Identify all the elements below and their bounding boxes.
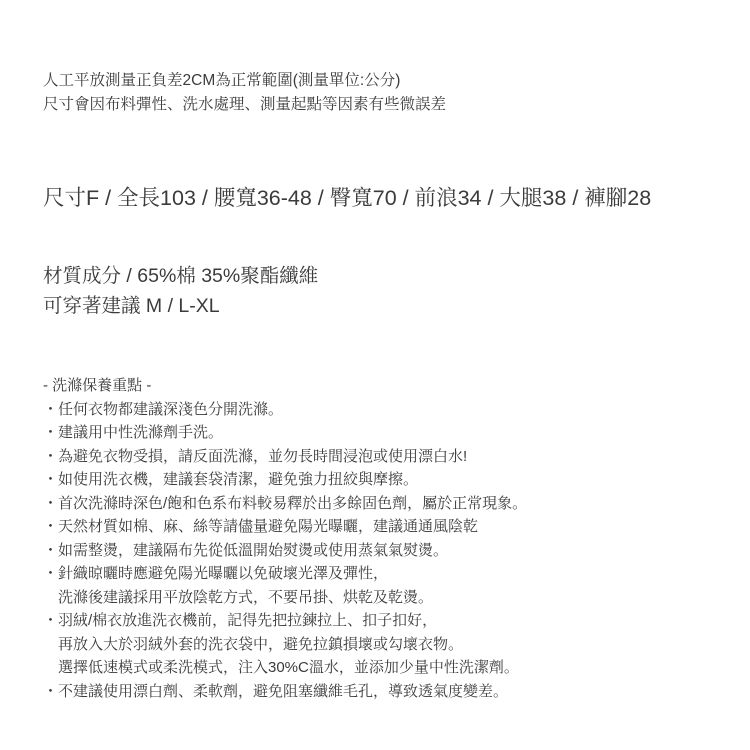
- material-composition-line: 材質成分 / 65%棉 35%聚酯纖維: [43, 265, 319, 287]
- care-instruction-line: ・針織晾曬時應避免陽光曝曬以免破壞光澤及彈性，: [43, 565, 389, 582]
- care-instruction-line: ・不建議使用漂白劑、柔軟劑，避免阻塞纖維毛孔，導致透氣度變差。: [43, 682, 509, 700]
- care-heading: - 洗滌保養重點 -: [43, 377, 152, 394]
- care-instruction-line: ・如使用洗衣機，建議套袋清潔，避免強力扭絞與摩擦。: [43, 471, 419, 488]
- size-spec-line: 尺寸F / 全長103 / 腰寬36-48 / 臀寬70 / 前浪34 / 大腿38 / 褲腳28: [43, 186, 652, 210]
- measurement-tolerance-note: [43, 69, 446, 117]
- care-instruction-line: ・首次洗滌時深色/飽和色系布料較易釋於出多餘固色劑，屬於正常現象。: [43, 494, 528, 512]
- care-instructions-section: [43, 374, 527, 703]
- care-instruction-continuation: 洗滌後建議採用平放陰乾方式，不要吊掛、烘乾及乾燙。: [58, 588, 434, 606]
- measurement-note-line2: 尺寸會因布料彈性、洗水處理、測量起點等因素有些微誤差: [43, 96, 447, 113]
- care-instruction-line: ・天然材質如棉、麻、絲等請儘量避免陽光曝曬，建議通通風陰乾: [43, 518, 479, 535]
- care-instruction-line: ・如需整燙，建議隔布先從低溫開始熨燙或使用蒸氣氣熨燙。: [43, 541, 449, 559]
- care-instruction-continuation: 再放入大於羽絨外套的洗衣袋中，避免拉鎮損壞或勾壞衣物。: [58, 635, 464, 653]
- care-instruction-line: ・羽絨/棉衣放進洗衣機前，記得先把拉鍊拉上、扣子扣好，: [43, 612, 438, 629]
- care-instruction-continuation: 選擇低速模式或柔洗模式，注入30%C溫水，並添加少量中性洗潔劑。: [58, 659, 519, 676]
- fit-suggestion-line: 可穿著建議 M / L-XL: [43, 295, 220, 317]
- measurement-note-line1: 人工平放測量正負差2CM為正常範圍(測量單位:公分): [43, 72, 401, 89]
- care-instruction-line: ・任何衣物都建議深淺色分開洗滌。: [43, 400, 284, 418]
- care-instruction-line: ・為避免衣物受損，請反面洗滌，並勿長時間浸泡或使用漂白水!: [43, 447, 468, 465]
- material-info-section: [43, 261, 318, 321]
- care-instruction-line: ・建議用中性洗滌劑手洗。: [43, 424, 224, 441]
